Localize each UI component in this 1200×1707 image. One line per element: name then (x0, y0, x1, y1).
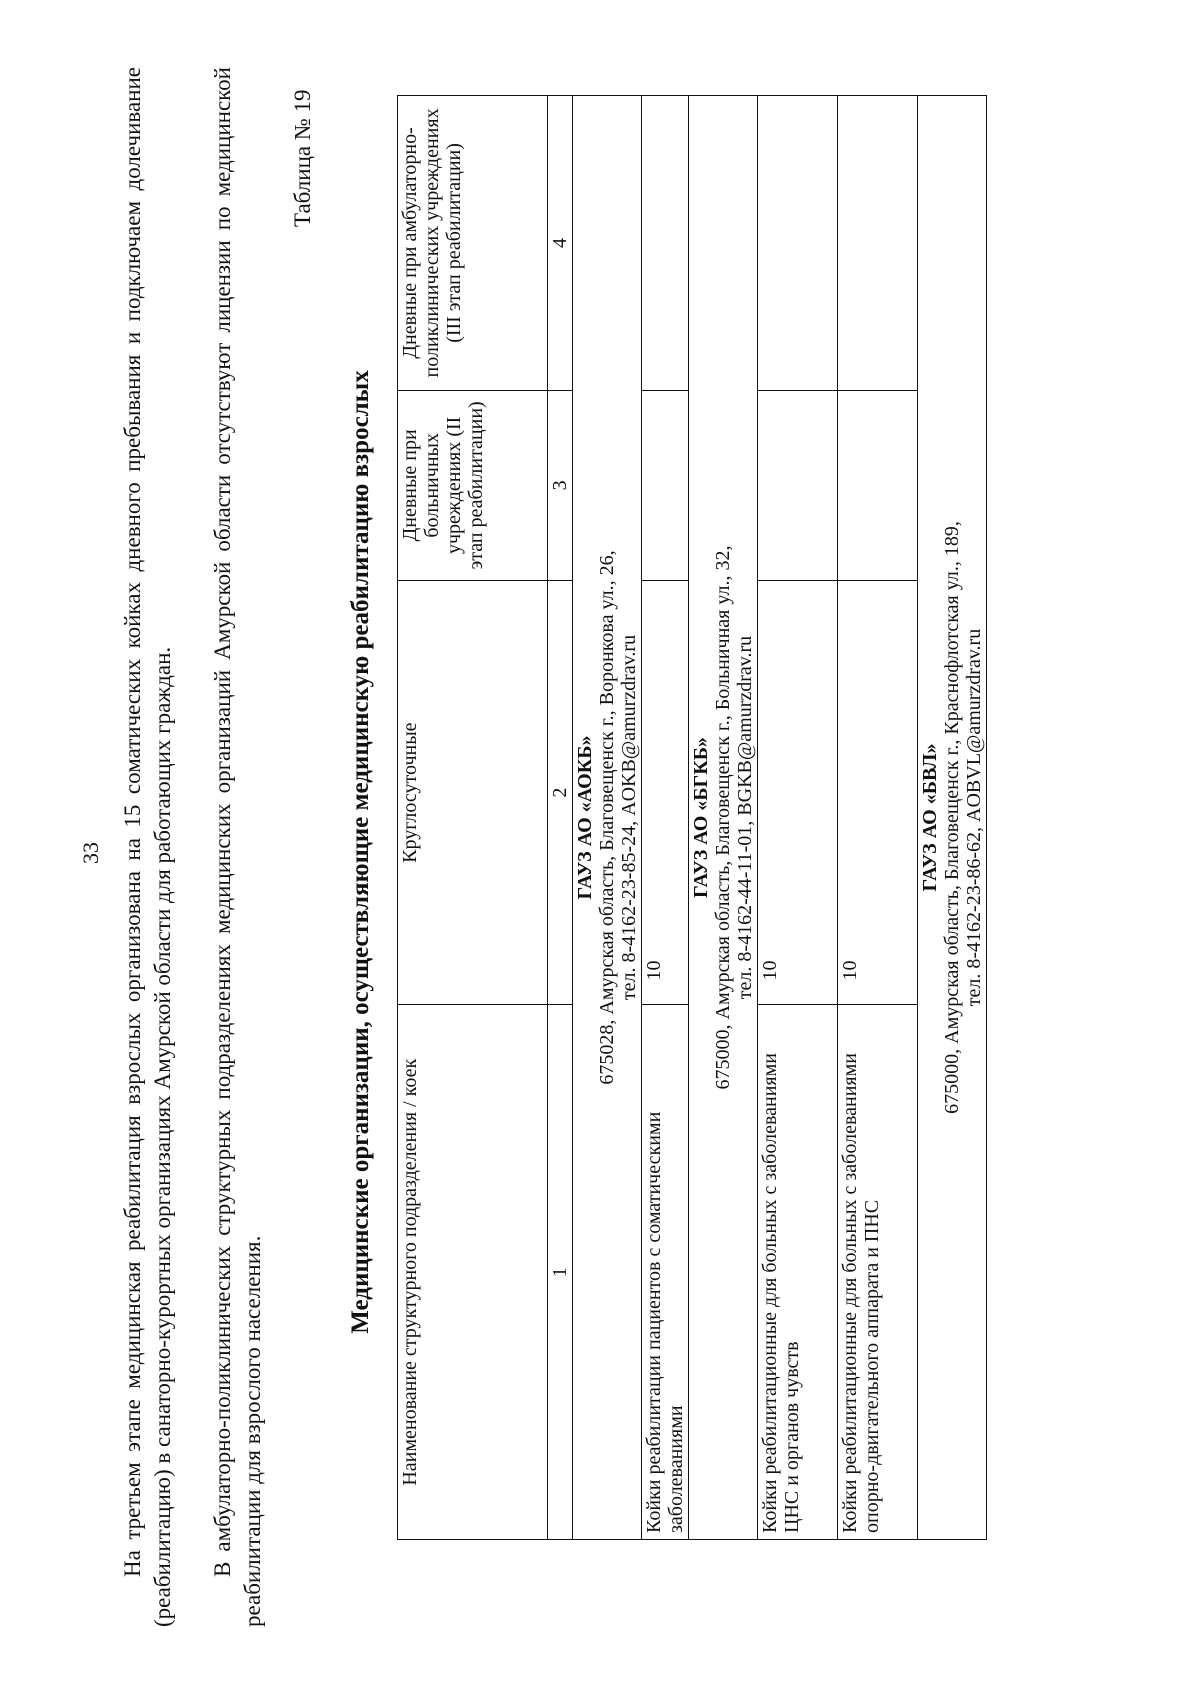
row-label: Койки реабилитационные для больных с заболеваниями ЦНС и органов чувств (758, 1005, 838, 1540)
table-header-row (398, 96, 548, 1540)
table-label: Таблица № 19 (290, 89, 315, 227)
paragraph-1: На третьем этапе медицинская реабилитация взрослых организована на 15 соматических койках дневного пребывания и подключаем долечивание (реабилитацию) в санаторно-курортных организациях Амурской области для работающих граждан. (120, 67, 175, 1627)
organization-address: 675000, Амурская область, Благовещенск г., Больничная ул., 32, (712, 545, 734, 1090)
table-title: Медицинские организации, осуществляющие медицинскую реабилитацию взрослых (347, 370, 374, 1334)
column-number: 4 (548, 96, 573, 391)
column-number-row (548, 96, 573, 1540)
round-the-clock-value: 10 (758, 580, 838, 1005)
organization-name: ГАУЗ АО «БВЛ» (919, 743, 941, 892)
day-hospital-value (838, 390, 918, 580)
header-day-hospital: Дневные при больничных учреждениях (II этап реабилитации) (398, 390, 548, 580)
organization-row (689, 96, 758, 1540)
day-hospital-value (758, 390, 838, 580)
day-hospital-value (642, 390, 689, 580)
row-label: Койки реабилитационные для больных с заболеваниями опорно-двигательного аппарата и ПНС (838, 1005, 918, 1540)
round-the-clock-value: 10 (838, 580, 918, 1005)
organization-contacts: тел. 8-4162-23-85-24, AOKB@amurzdrav.ru (618, 634, 640, 1001)
organization-contacts: тел. 8-4162-44-11-01, BGKB@amurzdrav.ru (734, 635, 756, 1000)
table-row (838, 96, 918, 1540)
organization-address: 675028, Амурская область, Благовещенск г., Воронкова ул., 26, (596, 550, 618, 1085)
day-outpatient-value (642, 96, 689, 391)
round-the-clock-value: 10 (642, 580, 689, 1005)
organization-contacts: тел. 8-4162-23-86-62, AOBVL@amurzdrav.ru (963, 628, 985, 1007)
header-round-the-clock: Круглосуточные (398, 580, 548, 1005)
day-outpatient-value (838, 96, 918, 391)
organization-row (918, 96, 987, 1540)
header-day-outpatient: Дневные при амбулаторно-поликлинических учреждениях (III этап реабилитации) (398, 96, 548, 391)
table-row (758, 96, 838, 1540)
organization-address: 675000, Амурская область, Благовещенск г., Краснофлотская ул., 189, (941, 521, 963, 1114)
column-number: 2 (548, 580, 573, 1005)
column-number: 3 (548, 390, 573, 580)
organization-name: ГАУЗ АО «БГКБ» (690, 737, 712, 898)
page-number: 33 (78, 842, 103, 864)
row-label: Койки реабилитации пациентов с соматическими заболеваниями (642, 1005, 689, 1540)
column-number: 1 (548, 1005, 573, 1540)
organization-name: ГАУЗ АО «АОКБ» (574, 735, 596, 900)
organization-row (573, 96, 642, 1540)
day-outpatient-value (758, 96, 838, 391)
table-row (642, 96, 689, 1540)
paragraph-2: В амбулаторно-поликлинических структурных подразделениях медицинских организаций Амурской области отсутствуют лицензии по медицинской реабилитации для взрослого населения. (210, 67, 265, 1627)
header-unit-name: Наименование структурного подразделения / коек (398, 1005, 548, 1540)
rehab-organizations-table (397, 95, 987, 1540)
